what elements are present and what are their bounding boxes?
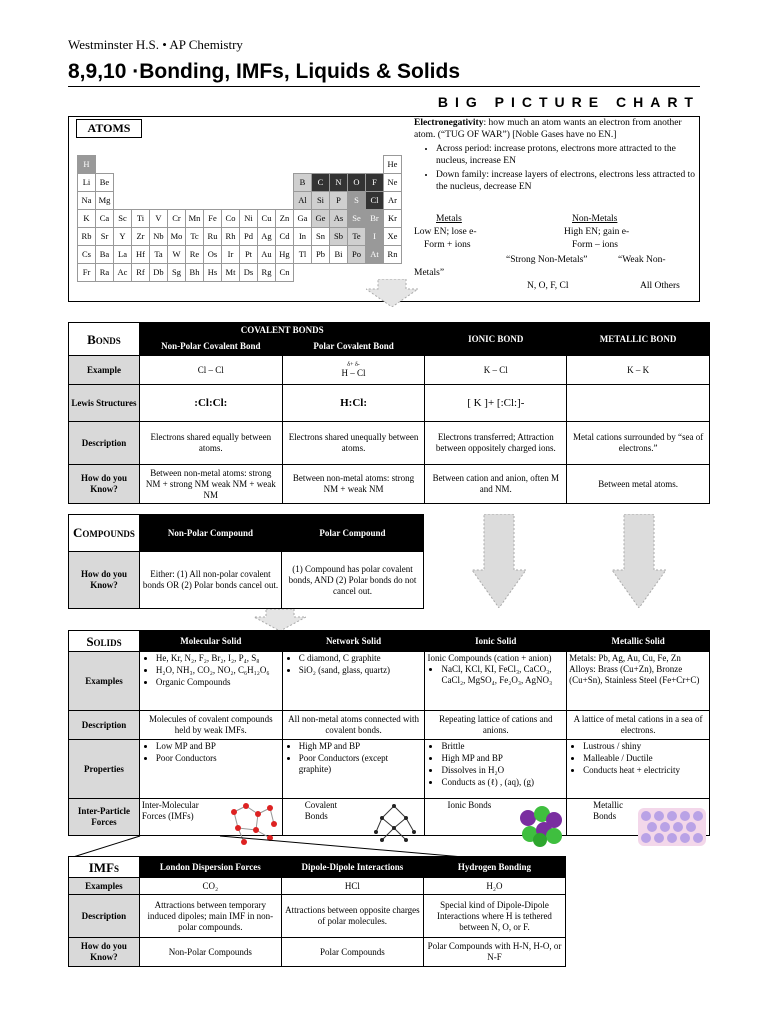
- element-Rg: Rg: [258, 264, 276, 282]
- compounds-section-label: Compounds: [69, 515, 140, 552]
- element-Mn: Mn: [186, 210, 204, 228]
- network-prop-2: • Poor Conductors (except graphite): [299, 753, 423, 775]
- bonds-description-label: Description: [69, 422, 140, 465]
- element-O: O: [348, 174, 366, 192]
- element-V: V: [150, 210, 168, 228]
- element-Rh: Rh: [222, 228, 240, 246]
- network-properties: [282, 740, 425, 799]
- molecular-example-2: • H₂O, NH₃, CO₂, NO₂, C₆H₁₂O₆: [156, 665, 280, 676]
- element-B: B: [294, 174, 312, 192]
- element-Cl: Cl: [366, 192, 384, 210]
- element-Ga: Ga: [294, 210, 312, 228]
- imfs-description-label: Description: [69, 895, 140, 938]
- element-Pt: Pt: [240, 246, 258, 264]
- en-definition: : how much an atom wants an electron from another atom. (“TUG OF WAR”) [Noble Gases have no EN.]: [414, 118, 682, 140]
- element-Ra: Ra: [96, 264, 114, 282]
- element-Hs: Hs: [204, 264, 222, 282]
- metallic-properties: [567, 740, 710, 799]
- element-Zn: Zn: [276, 210, 294, 228]
- metals-line-1: Low EN; lose e-: [414, 227, 477, 237]
- element-At: At: [366, 246, 384, 264]
- element-N: N: [330, 174, 348, 192]
- polar-description: Electrons shared unequally between atoms.: [282, 422, 425, 465]
- down-arrow-icon: [366, 279, 418, 307]
- element-Kr: Kr: [384, 210, 402, 228]
- metallic-prop-2: • Malleable / Ductile: [583, 753, 707, 764]
- header-divider: [68, 86, 700, 87]
- network-forces-text: Covalent Bonds: [304, 800, 338, 821]
- element-Li: Li: [78, 174, 96, 192]
- ionic-prop-1: • Brittle: [441, 741, 564, 752]
- element-Cr: Cr: [168, 210, 186, 228]
- molecular-prop-2: • Poor Conductors: [156, 753, 280, 764]
- imfs-examples-label: Examples: [69, 878, 140, 895]
- element-Na: Na: [78, 192, 96, 210]
- element-C: C: [312, 174, 330, 192]
- nonpolar-example: Cl – Cl: [139, 356, 282, 385]
- nonpolar-description: Electrons shared equally between atoms.: [139, 422, 282, 465]
- element-Ac: Ac: [114, 264, 132, 282]
- ionic-how: Between cation and anion, often M and NM.: [425, 465, 567, 504]
- element-Ir: Ir: [222, 246, 240, 264]
- ionic-bond-header: IONIC BOND: [425, 323, 567, 356]
- london-example: CO₂: [139, 878, 281, 895]
- element-H: H: [78, 156, 96, 174]
- metallic-solid-header: Metallic Solid: [567, 631, 710, 652]
- element-Bh: Bh: [186, 264, 204, 282]
- molecular-prop-1: • Low MP and BP: [156, 741, 280, 752]
- solids-properties-label: Properties: [69, 740, 140, 799]
- element-Rn: Rn: [384, 246, 402, 264]
- network-example-2: • SiO₂ (sand, glass, quartz): [299, 665, 423, 676]
- ionic-examples-heading: Ionic Compounds (cation + anion): [427, 653, 552, 663]
- molecular-properties: [139, 740, 282, 799]
- periodic-table: [77, 155, 402, 282]
- nonpolar-compound-how: Either: (1) All non-polar covalent bonds OR (2) Polar bonds cancel out.: [139, 552, 281, 609]
- solids-description-label: Description: [69, 711, 140, 740]
- metallic-bond-header: METALLIC BOND: [567, 323, 710, 356]
- element-Mo: Mo: [168, 228, 186, 246]
- element-Fr: Fr: [78, 264, 96, 282]
- element-Co: Co: [222, 210, 240, 228]
- en-bullet-period: • Across period: increase protons, electrons more attracted to the nucleus, increase EN: [436, 143, 698, 167]
- element-Mg: Mg: [96, 192, 114, 210]
- element-Sn: Sn: [312, 228, 330, 246]
- element-Sr: Sr: [96, 228, 114, 246]
- element-Ge: Ge: [312, 210, 330, 228]
- metallic-lattice-icon: [638, 808, 706, 846]
- ionic-prop-3: • Dissolves in H₂O: [441, 765, 564, 776]
- nonmetals-heading: Non-Metals: [572, 214, 618, 224]
- metallic-lewis: [567, 385, 710, 422]
- element-Tc: Tc: [186, 228, 204, 246]
- compounds-table: [68, 514, 424, 609]
- compounds-down-arrow-icon: [254, 609, 306, 631]
- dipole-example: HCl: [281, 878, 423, 895]
- polar-example-text: H – Cl: [341, 367, 366, 378]
- element-W: W: [168, 246, 186, 264]
- element-Ba: Ba: [96, 246, 114, 264]
- element-Sb: Sb: [330, 228, 348, 246]
- ionic-example: K – Cl: [425, 356, 567, 385]
- big-picture-banner: BIG PICTURE CHART: [437, 94, 700, 110]
- metallic-prop-3: • Conducts heat + electricity: [583, 765, 707, 776]
- element-Be: Be: [96, 174, 114, 192]
- nonmetals-line-1: High EN; gain e-: [564, 227, 630, 237]
- element-Y: Y: [114, 228, 132, 246]
- dipole-header: Dipole-Dipole Interactions: [281, 857, 423, 878]
- molecular-examples: [139, 652, 282, 711]
- metallic-description: Metal cations surrounded by “sea of electrons.”: [567, 422, 710, 465]
- element-Ds: Ds: [240, 264, 258, 282]
- molecular-example-1: • He, Kr, N₂, F₂, Br₂, I₂, P₄, S₈: [156, 653, 280, 664]
- hbond-example: H₂O: [423, 878, 565, 895]
- element-He: He: [384, 156, 402, 174]
- metals-nonmetals-notes: [414, 213, 698, 299]
- hbond-header: Hydrogen Bonding: [423, 857, 565, 878]
- network-examples: [282, 652, 425, 711]
- ionic-description: Electrons transferred; Attraction between oppositely charged ions.: [425, 422, 567, 465]
- ionic-lewis: [ K ]+ [:Cl:]-: [425, 385, 567, 422]
- element-Ta: Ta: [150, 246, 168, 264]
- element-Cd: Cd: [276, 228, 294, 246]
- element-Ni: Ni: [240, 210, 258, 228]
- nonpolar-covalent-header: Non-Polar Covalent Bond: [139, 338, 282, 356]
- weak-nonmetals-label-2: Metals”: [414, 268, 445, 278]
- ionic-description-solid: Repeating lattice of cations and anions.: [425, 711, 567, 740]
- metallic-forces-text: Metallic Bonds: [593, 800, 624, 821]
- element-Nb: Nb: [150, 228, 168, 246]
- compounds-how-label: How do you Know?: [69, 552, 140, 609]
- element-Rf: Rf: [132, 264, 150, 282]
- imfs-how-label: How do you Know?: [69, 938, 140, 967]
- element-Hg: Hg: [276, 246, 294, 264]
- element-Xe: Xe: [384, 228, 402, 246]
- school-course-line: Westminster H.S. • AP Chemistry: [68, 37, 243, 52]
- element-In: In: [294, 228, 312, 246]
- element-Sg: Sg: [168, 264, 186, 282]
- element-Cu: Cu: [258, 210, 276, 228]
- nonpolar-lewis: :Cl:Cl:: [139, 385, 282, 422]
- element-Au: Au: [258, 246, 276, 264]
- bonds-section-label: Bonds: [69, 323, 140, 356]
- polar-example: [282, 356, 425, 385]
- element-Os: Os: [204, 246, 222, 264]
- ionic-example-1: • NaCl, KCl, KI, FeCl₃, CaCO₃, CaCl₂, MgSO₄, Fe₂O₃, AgNO₃: [441, 664, 564, 686]
- element-Re: Re: [186, 246, 204, 264]
- weak-nonmetals-list: All Others: [640, 281, 680, 291]
- element-Cs: Cs: [78, 246, 96, 264]
- bonds-example-label: Example: [69, 356, 140, 385]
- element-Db: Db: [150, 264, 168, 282]
- page-title: 8,9,10 ·Bonding, IMFs, Liquids & Solids: [68, 60, 461, 83]
- element-Ti: Ti: [132, 210, 150, 228]
- polar-compound-header: Polar Compound: [281, 515, 423, 552]
- ionic-forces-text: Ionic Bonds: [447, 800, 492, 810]
- element-Ag: Ag: [258, 228, 276, 246]
- metallic-prop-1: • Lustrous / shiny: [583, 741, 707, 752]
- element-K: K: [78, 210, 96, 228]
- metallic-description-solid: A lattice of metal cations in a sea of electrons.: [567, 711, 710, 740]
- ionic-solid-header: Ionic Solid: [425, 631, 567, 652]
- en-title: Electronegativity: [414, 118, 484, 128]
- molecular-description: Molecules of covalent compounds held by weak IMFs.: [139, 711, 282, 740]
- atoms-section-label: ATOMS: [76, 119, 142, 138]
- ionic-properties: [425, 740, 567, 799]
- element-Se: Se: [348, 210, 366, 228]
- nonmetals-line-2: Form – ions: [572, 240, 618, 250]
- network-description: All non-metal atoms connected with covalent bonds.: [282, 711, 425, 740]
- polar-compound-how: (1) Compound has polar covalent bonds, AND (2) Polar bonds do not cancel out.: [281, 552, 423, 609]
- molecular-solid-header: Molecular Solid: [139, 631, 282, 652]
- element-Fe: Fe: [204, 210, 222, 228]
- dipole-how: Polar Compounds: [281, 938, 423, 967]
- metals-line-2: Form + ions: [424, 240, 471, 250]
- dipole-description: Attractions between opposite charges of polar molecules.: [281, 895, 423, 938]
- element-Mt: Mt: [222, 264, 240, 282]
- strong-nonmetals-list: N, O, F, Cl: [527, 281, 569, 291]
- element-Pb: Pb: [312, 246, 330, 264]
- molecular-example-3: • Organic Compounds: [156, 677, 280, 688]
- london-how: Non-Polar Compounds: [139, 938, 281, 967]
- element-Al: Al: [294, 192, 312, 210]
- element-Tl: Tl: [294, 246, 312, 264]
- solids-examples-label: Examples: [69, 652, 140, 711]
- metallic-examples: Metals: Pb, Ag, Au, Cu, Fe, Zn Alloys: Brass (Cu+Zn), Bronze (Cu+Sn), Stainless Steel (Fe+Cr+C): [567, 652, 710, 711]
- metallic-how: Between metal atoms.: [567, 465, 710, 504]
- bonds-how-label: How do you Know?: [69, 465, 140, 504]
- lewis-structures-label: Lewis Structures: [69, 385, 140, 422]
- element-I: I: [366, 228, 384, 246]
- partial-charge-marks: δ+ δ-: [347, 361, 360, 368]
- element-Br: Br: [366, 210, 384, 228]
- network-solid-header: Network Solid: [282, 631, 425, 652]
- element-Ru: Ru: [204, 228, 222, 246]
- element-Zr: Zr: [132, 228, 150, 246]
- imfs-section-label: IMFs: [69, 857, 140, 878]
- hbond-description: Special kind of Dipole-Dipole Interactions where H is tethered between N, O, or F.: [423, 895, 565, 938]
- nonpolar-compound-header: Non-Polar Compound: [139, 515, 281, 552]
- element-Ne: Ne: [384, 174, 402, 192]
- element-Ca: Ca: [96, 210, 114, 228]
- en-bullet-family: • Down family: increase layers of electrons, electrons less attracted to the nucleus, decrease EN: [436, 169, 698, 193]
- element-F: F: [366, 174, 384, 192]
- polar-covalent-header: Polar Covalent Bond: [282, 338, 425, 356]
- nonpolar-how: Between non-metal atoms: strong NM + strong NM weak NM + weak NM: [139, 465, 282, 504]
- element-Si: Si: [312, 192, 330, 210]
- electronegativity-notes: [414, 117, 698, 195]
- imfs-table: [68, 856, 566, 967]
- covalent-bonds-header: COVALENT BONDS: [139, 323, 424, 338]
- element-P: P: [330, 192, 348, 210]
- metallic-example: K – K: [567, 356, 710, 385]
- ionic-prop-4: • Conducts as (ℓ) , (aq), (g): [441, 777, 564, 788]
- solids-forces-label: Inter-Particle Forces: [69, 799, 140, 836]
- metallic-down-arrow-icon: [612, 514, 666, 608]
- element-Po: Po: [348, 246, 366, 264]
- element-Bi: Bi: [330, 246, 348, 264]
- element-Hf: Hf: [132, 246, 150, 264]
- london-description: Attractions between temporary induced dipoles; main IMF in non-polar compounds.: [139, 895, 281, 938]
- strong-nonmetals-label: “Strong Non-Metals”: [506, 255, 588, 265]
- network-prop-1: • High MP and BP: [299, 741, 423, 752]
- element-S: S: [348, 192, 366, 210]
- ionic-lattice-icon: [518, 806, 564, 848]
- solids-section-label: Solids: [69, 631, 140, 652]
- element-La: La: [114, 246, 132, 264]
- element-Rb: Rb: [78, 228, 96, 246]
- hbond-how: Polar Compounds with H-N, H-O, or N-F: [423, 938, 565, 967]
- element-Pd: Pd: [240, 228, 258, 246]
- ionic-prop-2: • High MP and BP: [441, 753, 564, 764]
- element-Ar: Ar: [384, 192, 402, 210]
- molecular-forces-text: Inter-Molecular Forces (IMFs): [141, 800, 199, 821]
- weak-nonmetals-label-1: “Weak Non-: [618, 255, 666, 265]
- element-Cn: Cn: [276, 264, 294, 282]
- ionic-examples: [425, 652, 567, 711]
- ionic-down-arrow-icon: [472, 514, 526, 608]
- polar-how: Between non-metal atoms: strong NM + weak NM: [282, 465, 425, 504]
- element-Te: Te: [348, 228, 366, 246]
- element-Sc: Sc: [114, 210, 132, 228]
- bonds-table: [68, 322, 710, 504]
- london-header: London Dispersion Forces: [139, 857, 281, 878]
- metals-heading: Metals: [436, 214, 462, 224]
- network-example-1: • C diamond, C graphite: [299, 653, 423, 664]
- polar-lewis: H:Cl:: [282, 385, 425, 422]
- element-As: As: [330, 210, 348, 228]
